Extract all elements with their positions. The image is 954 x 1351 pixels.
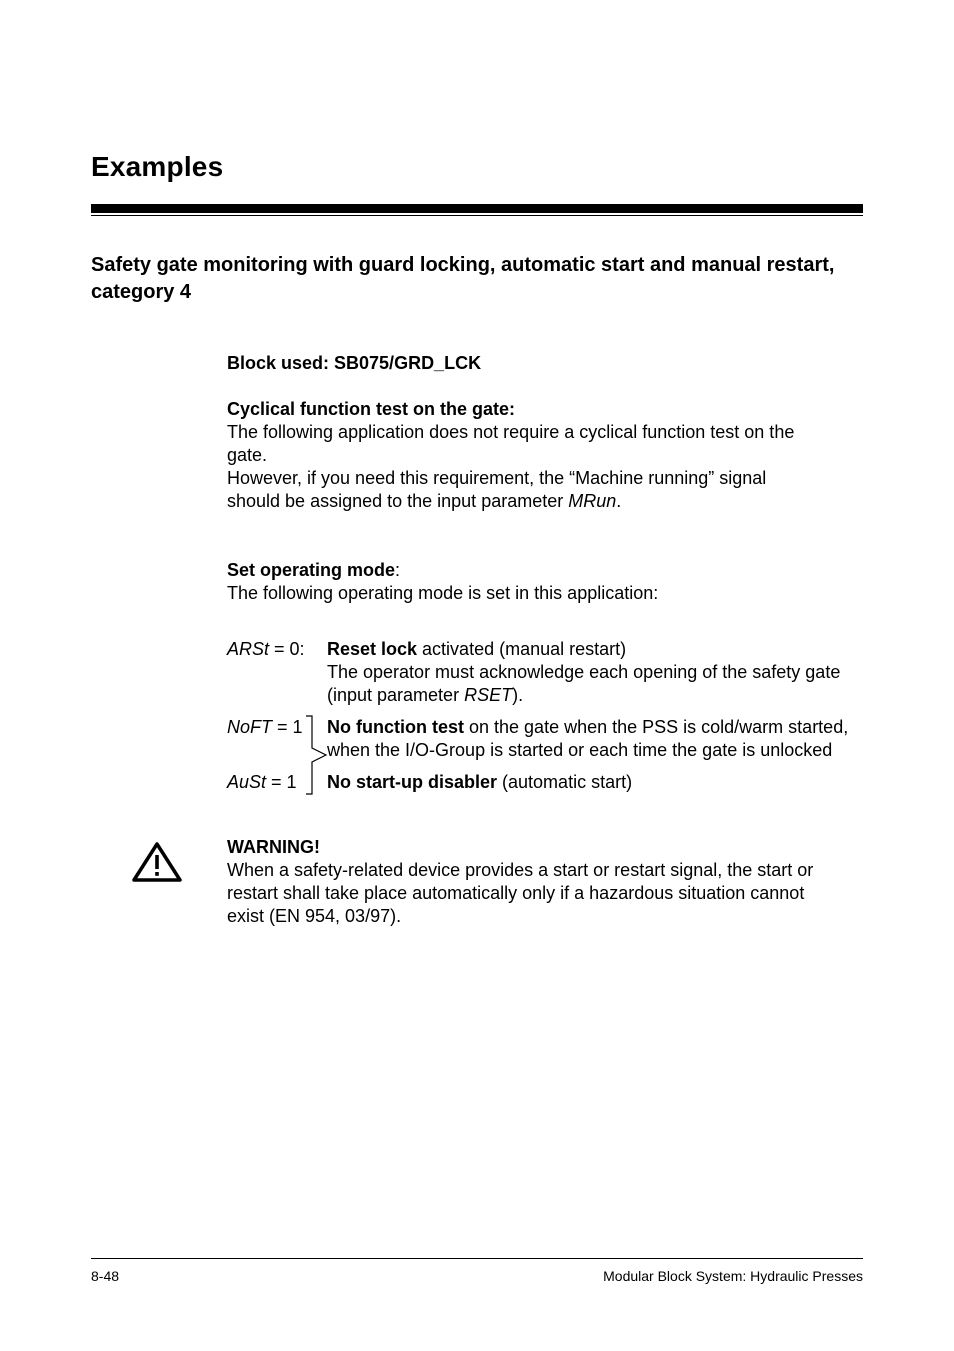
param-noft-line-1 bbox=[327, 716, 872, 739]
param-arst-rest: activated (manual restart) bbox=[417, 639, 627, 659]
param-noft-bold: No function test bbox=[327, 717, 464, 737]
param-noft-label bbox=[227, 716, 303, 739]
param-arst-name: ARSt bbox=[227, 639, 270, 659]
operating-mode-intro: The following operating mode is set in this application: bbox=[227, 583, 659, 603]
operating-mode-section bbox=[227, 559, 867, 605]
param-arst-desc-2 bbox=[327, 684, 867, 707]
param-bracket bbox=[300, 714, 330, 796]
operating-mode-heading: Set operating mode bbox=[227, 560, 396, 580]
cyclical-test-line-2: gate. bbox=[227, 445, 268, 465]
param-arst-bold: Reset lock bbox=[327, 639, 418, 659]
cyclical-test-line-1: The following application does not require a cyclical function test on the bbox=[227, 422, 795, 442]
param-arst-label bbox=[227, 638, 305, 661]
footer-rule bbox=[91, 1258, 863, 1259]
param-noft-rest: on the gate when the PSS is cold/warm started, bbox=[464, 717, 849, 737]
param-arst-desc-2-text: (input parameter bbox=[327, 685, 465, 705]
warning-title: WARNING! bbox=[227, 837, 320, 857]
operating-mode-heading-row bbox=[227, 559, 867, 582]
section-title: Safety gate monitoring with guard locking, automatic start and manual restart, category 4 bbox=[91, 254, 835, 303]
cyclical-test-line-4 bbox=[227, 490, 867, 513]
param-aust-name: AuSt bbox=[227, 772, 267, 792]
page-number: 8-48 bbox=[91, 1268, 120, 1284]
param-noft-value: = 1 bbox=[272, 717, 303, 737]
param-aust-bold: No start-up disabler bbox=[327, 772, 498, 792]
param-aust-value: = 1 bbox=[266, 772, 297, 792]
param-aust-label bbox=[227, 771, 297, 794]
param-noft-name: NoFT bbox=[227, 717, 272, 737]
warning-section bbox=[227, 836, 867, 928]
param-arst-description bbox=[327, 638, 867, 707]
param-arst-desc-2-end: ). bbox=[512, 685, 524, 705]
param-noft-line-2: when the I/O-Group is started or each time the gate is unlocked bbox=[327, 740, 833, 760]
cyclical-test-line-3: However, if you need this requirement, the “Machine running” signal bbox=[227, 468, 767, 488]
param-arst-desc-1: The operator must acknowledge each opening of the safety gate bbox=[327, 662, 841, 682]
warning-triangle-icon bbox=[131, 841, 183, 883]
warning-line-3: exist (EN 954, 03/97). bbox=[227, 906, 402, 926]
footer-doc-title: Modular Block System: Hydraulic Presses bbox=[603, 1268, 863, 1284]
warning-line-2: restart shall take place automatically only if a hazardous situation cannot bbox=[227, 883, 805, 903]
param-aust-description bbox=[327, 771, 867, 794]
param-mrun: MRun bbox=[568, 491, 617, 511]
page-title: Examples bbox=[91, 151, 224, 182]
param-rset: RSET bbox=[464, 685, 513, 705]
block-used-label: Block used: SB075/GRD_LCK bbox=[227, 353, 482, 373]
cyclical-test-line-4-end: . bbox=[616, 491, 622, 511]
param-noft-description bbox=[327, 716, 872, 762]
title-rule-thin bbox=[91, 215, 863, 216]
cyclical-test-line-4-text: should be assigned to the input parameter bbox=[227, 491, 569, 511]
param-arst-value: = 0: bbox=[269, 639, 305, 659]
cyclical-test-heading: Cyclical function test on the gate: bbox=[227, 399, 516, 419]
param-arst-line-1 bbox=[327, 638, 867, 661]
title-rule-thick bbox=[91, 204, 863, 213]
param-aust-rest: (automatic start) bbox=[497, 772, 633, 792]
cyclical-test-section bbox=[227, 398, 867, 513]
operating-mode-heading-colon: : bbox=[395, 560, 401, 580]
warning-line-1: When a safety-related device provides a start or restart signal, the start or bbox=[227, 860, 814, 880]
